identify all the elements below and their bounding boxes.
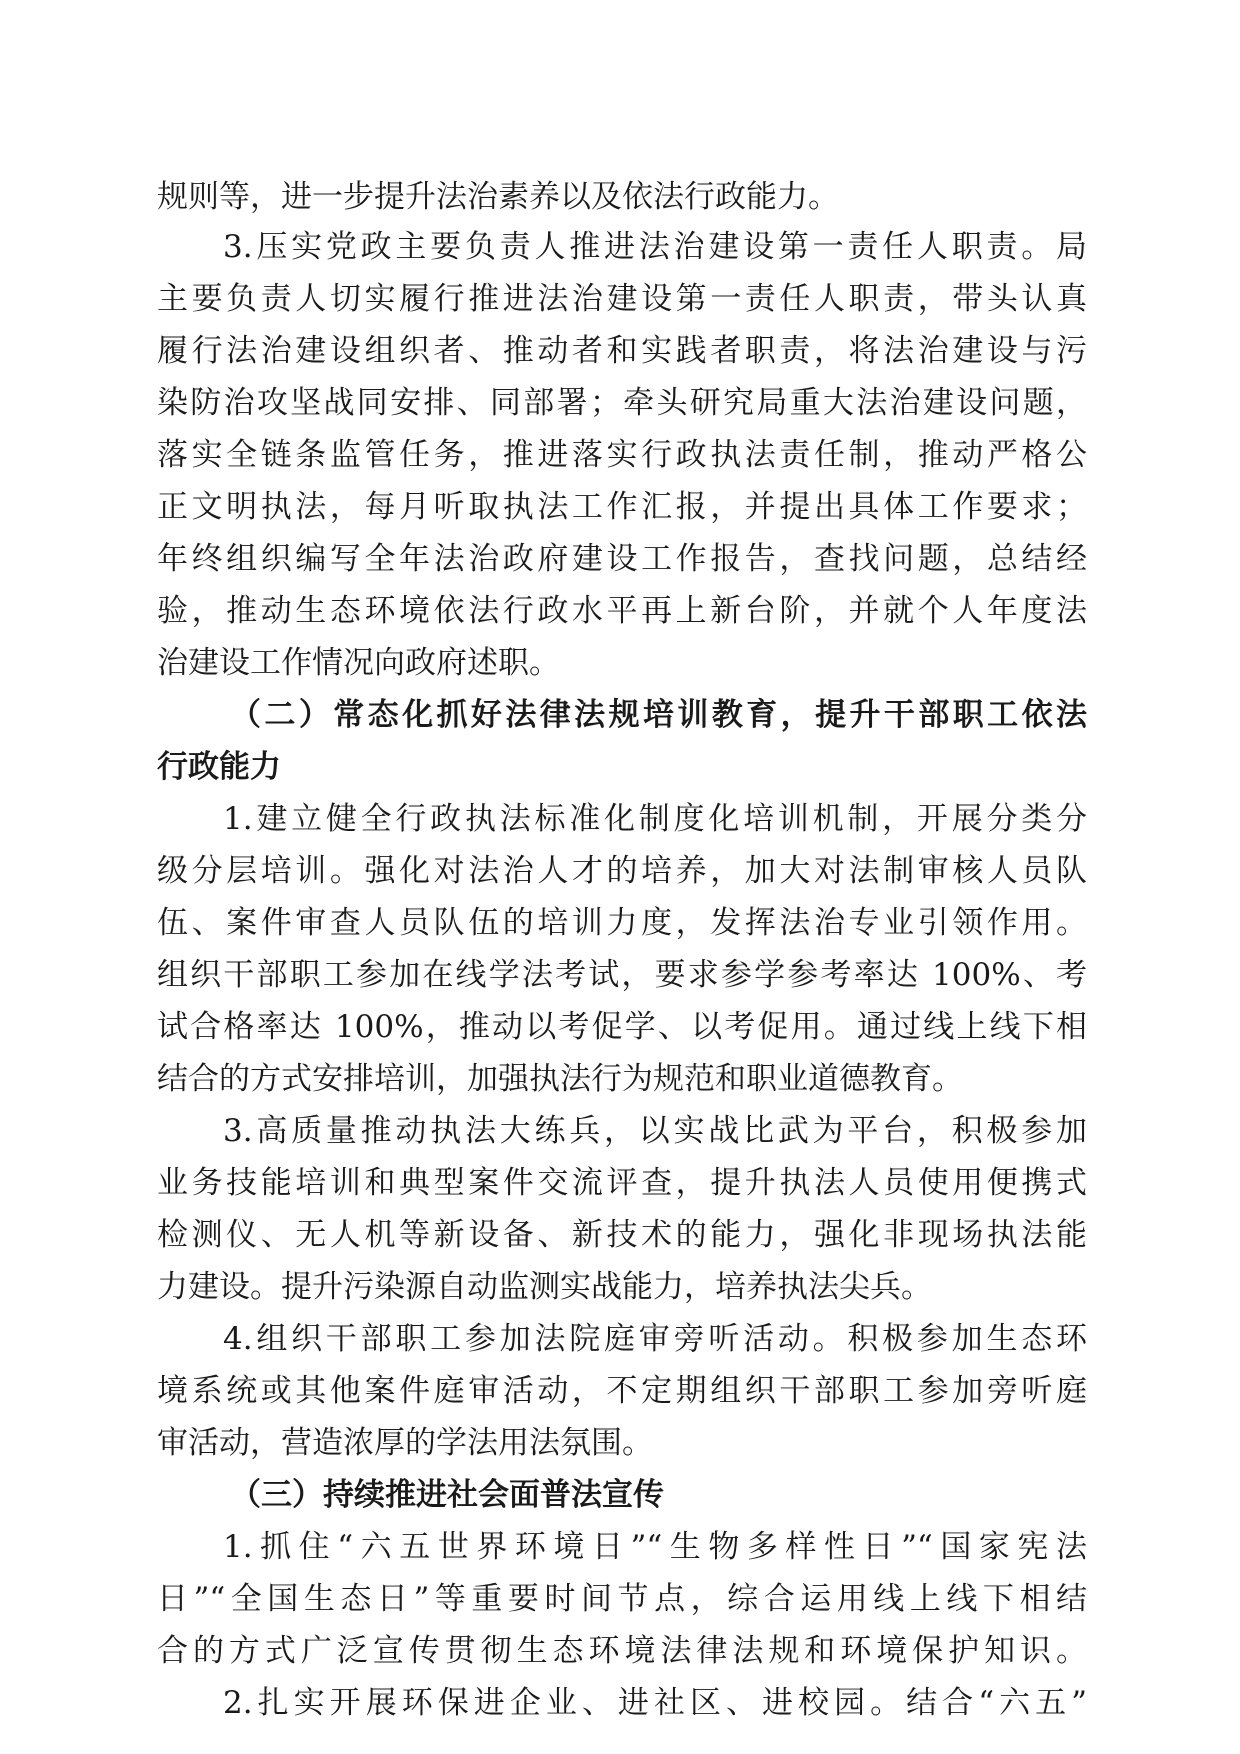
paragraph-line: 组织干部职工参加在线学法考试，要求参学参考率达 100%、考 — [157, 957, 1087, 993]
paragraph-line: 4.组织干部职工参加法院庭审旁听活动。积极参加生态环 — [223, 1321, 1087, 1357]
paragraph-line: 境系统或其他案件庭审活动，不定期组织干部职工参加旁听庭 — [157, 1373, 1087, 1409]
paragraph-line: 3.压实党政主要负责人推进法治建设第一责任人职责。局 — [223, 229, 1087, 265]
section-heading: 行政能力 — [157, 749, 281, 785]
paragraph-line: 伍、案件审查人员队伍的培训力度，发挥法治专业引领作用。 — [157, 905, 1087, 941]
paragraph-line: 3.高质量推动执法大练兵，以实战比武为平台，积极参加 — [223, 1113, 1087, 1149]
paragraph-line: 1.建立健全行政执法标准化制度化培训机制，开展分类分 — [223, 801, 1087, 837]
paragraph-line: 日”“全国生态日”等重要时间节点，综合运用线上线下相结 — [157, 1581, 1087, 1617]
paragraph-line: 试合格率达 100%，推动以考促学、以考促用。通过线上线下相 — [157, 1009, 1087, 1045]
paragraph-line: 合的方式广泛宣传贯彻生态环境法律法规和环境保护知识。 — [157, 1633, 1087, 1669]
paragraph-line: 结合的方式安排培训，加强执法行为规范和职业道德教育。 — [157, 1061, 963, 1097]
paragraph-line: 2.扎实开展环保进企业、进社区、进校园。结合“六五” — [223, 1685, 1087, 1721]
paragraph-line: 检测仪、无人机等新设备、新技术的能力，强化非现场执法能 — [157, 1217, 1087, 1253]
paragraph-line: 力建设。提升污染源自动监测实战能力，培养执法尖兵。 — [157, 1269, 932, 1305]
paragraph-line: 1.抓住“六五世界环境日”“生物多样性日”“国家宪法 — [223, 1529, 1087, 1565]
paragraph-line: 染防治攻坚战同安排、同部署；牵头研究局重大法治建设问题， — [157, 385, 1087, 421]
paragraph-line: 年终组织编写全年法治政府建设工作报告，查找问题，总结经 — [157, 541, 1087, 577]
paragraph-line: 正文明执法，每月听取执法工作汇报，并提出具体工作要求； — [157, 489, 1087, 525]
paragraph-line: 治建设工作情况向政府述职。 — [157, 645, 560, 681]
section-heading: （三）持续推进社会面普法宣传 — [230, 1477, 664, 1513]
paragraph-line: 落实全链条监管任务，推进落实行政执法责任制，推动严格公 — [157, 437, 1087, 473]
paragraph-line: 级分层培训。强化对法治人才的培养，加大对法制审核人员队 — [157, 853, 1087, 889]
paragraph-line: 验，推动生态环境依法行政水平再上新台阶，并就个人年度法 — [157, 593, 1087, 629]
section-heading: （二）常态化抓好法律法规培训教育，提升干部职工依法 — [230, 697, 1087, 733]
paragraph-line: 主要负责人切实履行推进法治建设第一责任人职责，带头认真 — [157, 281, 1087, 317]
paragraph-line: 审活动，营造浓厚的学法用法氛围。 — [157, 1425, 653, 1461]
paragraph-line: 业务技能培训和典型案件交流评查，提升执法人员使用便携式 — [157, 1165, 1087, 1201]
paragraph-line: 履行法治建设组织者、推动者和实践者职责，将法治建设与污 — [157, 333, 1087, 369]
paragraph-line: 规则等，进一步提升法治素养以及依法行政能力。 — [157, 179, 839, 215]
